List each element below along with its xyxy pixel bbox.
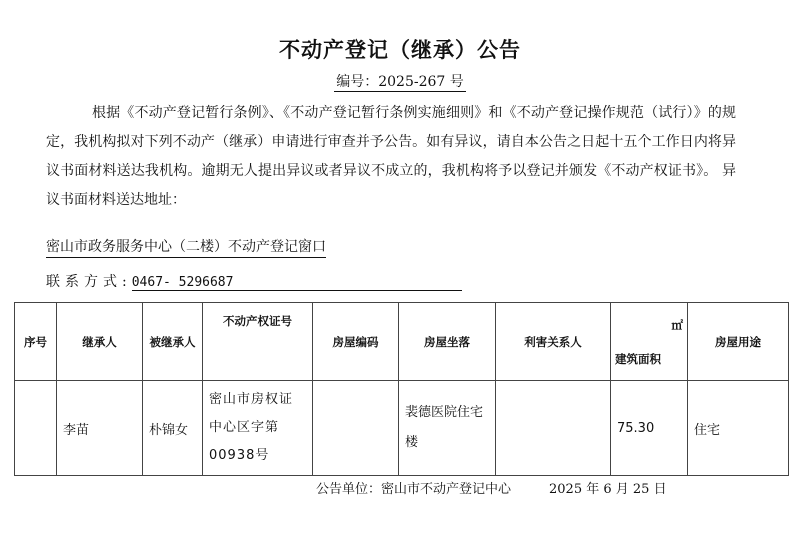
notice-footer — [316, 478, 667, 497]
cell-house-code — [313, 381, 399, 476]
objection-address — [46, 236, 326, 256]
notice-body: 根据《不动产登记暂行条例》、《不动产登记暂行条例实施细则》和《不动产登记操作规范（试行）》的规定，我机构拟对下列不动产（继承）申请进行审查并予公告。如有异议，请自本公告之日起十五个工作日内将异议书面材料送达我机构。逾期无人提出异议或者异议不成立的，我机构将予以登记并颁发《不动产权证书》。 异议书面材料送达地址： — [46, 105, 736, 208]
header-house-code: 房屋编码 — [313, 303, 399, 381]
cell-heir: 李苗 — [57, 381, 143, 476]
cell-decedent: 朴锦女 — [143, 381, 203, 476]
notice-serial-number — [0, 71, 800, 91]
header-location: 房屋坐落 — [399, 303, 496, 381]
notice-title: 不动产登记（继承）公告 — [279, 37, 521, 62]
cell-interested — [496, 381, 611, 476]
area-label: 建筑面积 — [615, 351, 661, 366]
header-cert: 不动产权证号 — [203, 303, 313, 381]
cell-area: 75.30 — [611, 381, 688, 476]
header-seq: 序号 — [15, 303, 57, 381]
table-header-row — [15, 303, 789, 381]
header-area — [611, 303, 688, 381]
contact-label: 联系方式: — [46, 274, 132, 290]
header-heir: 继承人 — [57, 303, 143, 381]
cell-seq — [15, 381, 57, 476]
serial-text: 编号：2025-267 号 — [336, 74, 464, 90]
contact-phone: 0467- 5296687 — [132, 275, 462, 291]
location-text: 裴德医院住宅楼 — [405, 405, 484, 450]
contact-line — [46, 271, 462, 291]
table-row — [15, 381, 789, 476]
cell-location — [399, 381, 496, 476]
header-interested: 利害关系人 — [496, 303, 611, 381]
address-text: 密山市政务服务中心（二楼）不动产登记窗口 — [46, 239, 326, 258]
issue-date: 2025 年 6 月 25 日 — [549, 482, 667, 497]
cell-cert — [203, 381, 313, 476]
area-unit: ㎡ — [671, 317, 683, 332]
header-decedent: 被继承人 — [143, 303, 203, 381]
header-usage: 房屋用途 — [688, 303, 789, 381]
cert-text: 密山市房权证中心区字第00938号 — [209, 392, 294, 463]
cell-usage: 住宅 — [688, 381, 789, 476]
issuer: 公告单位：密山市不动产登记中心 — [316, 482, 512, 497]
property-table — [14, 302, 789, 476]
